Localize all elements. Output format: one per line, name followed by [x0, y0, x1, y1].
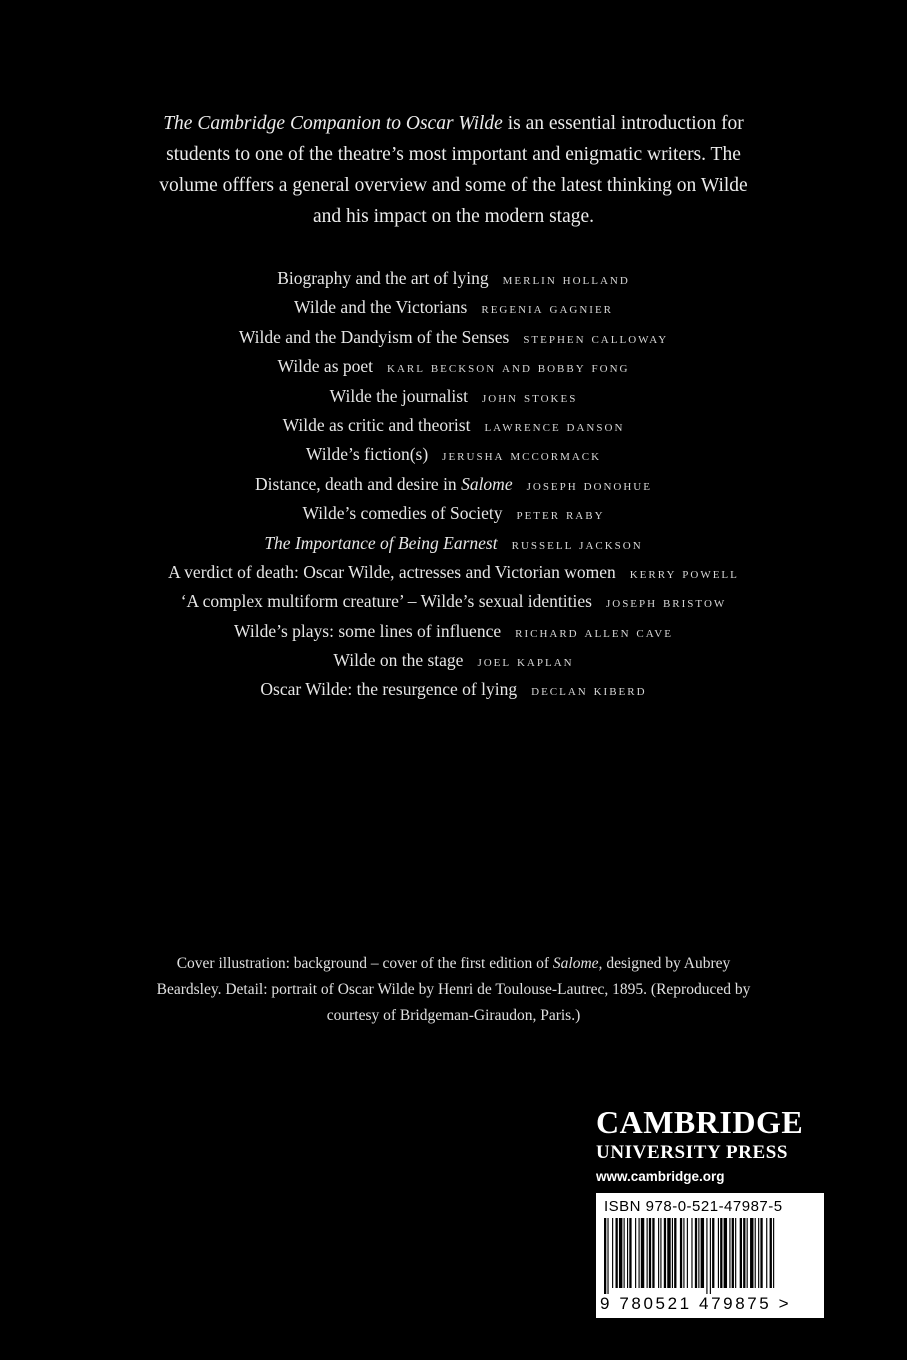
chapter-title: Wilde as critic and theorist	[282, 414, 471, 435]
contents-item	[0, 264, 907, 293]
chapter-author: jerusha mccormack	[442, 447, 602, 465]
barcode-bar	[639, 1218, 640, 1288]
barcode-bar	[660, 1218, 661, 1288]
barcode-bar	[674, 1218, 676, 1288]
barcode-bar	[766, 1218, 767, 1288]
publisher-subname: UNIVERSITY PRESS	[596, 1142, 789, 1163]
contents-item	[0, 558, 907, 587]
barcode-bar	[698, 1218, 699, 1288]
chapter-title-italic: The Importance of Being Earnest	[264, 532, 498, 553]
barcode-bar	[743, 1218, 745, 1288]
chapter-title-text: Distance, death and desire in	[255, 473, 462, 494]
chapter-author: regenia gagnier	[481, 300, 613, 318]
barcode-bar	[649, 1218, 651, 1288]
barcode-bar	[770, 1218, 772, 1288]
chapter-title: A verdict of death: Oscar Wilde, actresses and Victorian women	[168, 561, 616, 582]
contents-item	[0, 617, 907, 646]
barcode-bar	[672, 1218, 673, 1288]
contents-item	[0, 675, 907, 704]
chapter-author: stephen calloway	[523, 329, 669, 347]
barcode-bar	[607, 1218, 608, 1294]
contents-item	[0, 470, 907, 499]
barcode-bar	[758, 1218, 759, 1288]
barcode-bar	[701, 1218, 704, 1288]
isbn-label: ISBN 978-0-521-47987-5	[604, 1198, 783, 1215]
barcode-bar	[683, 1218, 684, 1288]
chapter-author: russell jackson	[511, 535, 643, 553]
barcode-bar	[773, 1218, 774, 1288]
chapter-title: Wilde’s comedies of Society	[302, 503, 503, 524]
contents-item	[0, 529, 907, 558]
contents-item	[0, 382, 907, 411]
barcode-bar	[740, 1218, 742, 1288]
chapter-title: ‘A complex multiform creature’ – Wilde’s sexual identities	[180, 591, 592, 612]
cover-illustration-caption	[150, 951, 757, 1029]
barcode-bar	[667, 1218, 670, 1288]
intro-text: is an essential introduction for students to one of the theatre’s most important and enigmatic writers. The volume offfers a general overview and some of the latest thinking on Wilde and his impact on the modern stage.	[159, 113, 748, 227]
barcode-bar	[612, 1218, 613, 1288]
contents-item	[0, 646, 907, 675]
contents-item	[0, 587, 907, 616]
barcode-bar	[750, 1218, 753, 1288]
publisher-name: CAMBRIDGE	[596, 1104, 804, 1140]
barcode-bar	[619, 1218, 622, 1288]
contents-item	[0, 352, 907, 381]
barcode-bar	[735, 1218, 736, 1288]
chapter-author: joseph bristow	[605, 594, 727, 612]
barcode-bar	[652, 1218, 654, 1288]
barcode-bar	[724, 1218, 727, 1288]
contents-list	[0, 264, 907, 705]
barcode-bar	[635, 1218, 636, 1288]
chapter-title: Wilde on the stage	[333, 650, 464, 671]
contents-item	[0, 440, 907, 469]
book-title-italic: The Cambridge Companion to Oscar Wilde	[163, 113, 503, 134]
chapter-author: merlin holland	[502, 271, 630, 288]
barcode-bar	[732, 1218, 734, 1288]
barcode-bar	[658, 1218, 659, 1288]
caption-italic: Salome,	[552, 955, 603, 972]
chapter-title: Oscar Wilde: the resurgence of lying	[260, 679, 518, 700]
chapter-title	[255, 474, 513, 494]
chapter-author: joseph donohue	[526, 476, 652, 494]
chapter-author: lawrence danson	[484, 417, 625, 435]
barcode-bar	[760, 1218, 762, 1288]
chapter-author: declan kiberd	[531, 682, 647, 700]
barcode-digits: 9 780521 479875 >	[600, 1294, 792, 1313]
intro-paragraph	[150, 108, 757, 232]
barcode-bar	[729, 1218, 730, 1288]
chapter-author: peter raby	[516, 506, 605, 524]
chapter-title	[264, 533, 497, 553]
caption-text: Cover illustration: background – cover of the first edition of	[176, 955, 553, 972]
barcode-bar	[710, 1218, 711, 1294]
barcode-bar	[718, 1218, 719, 1288]
chapter-author: joel kaplan	[477, 653, 574, 671]
barcode-bar	[647, 1218, 648, 1288]
barcode-bar	[691, 1218, 692, 1288]
publisher-url: www.cambridge.org	[596, 1169, 725, 1184]
contents-item	[0, 293, 907, 322]
barcode-bar	[695, 1218, 697, 1288]
barcode-bar	[624, 1218, 625, 1288]
chapter-title: Biography and the art of lying	[277, 268, 489, 288]
barcode-bar	[641, 1218, 644, 1288]
isbn-barcode	[596, 1193, 824, 1318]
chapter-title-italic: Salome	[461, 473, 513, 494]
caption-text: designed by Aubrey Beardsley. Detail: portrait of Oscar Wilde by Henri de Toulouse-Lautrec, 1895. (Reproduced by courtesy of Bridgeman-Giraudon, Paris.)	[156, 955, 751, 1024]
barcode-bar	[687, 1218, 688, 1288]
barcode-bar	[720, 1218, 722, 1288]
barcode-bar	[629, 1218, 631, 1288]
barcode-bar	[747, 1218, 748, 1288]
chapter-author: john stokes	[481, 388, 578, 406]
chapter-title: Wilde’s fiction(s)	[305, 444, 429, 465]
contents-item	[0, 323, 907, 352]
chapter-title: Wilde the journalist	[329, 385, 468, 406]
chapter-title: Wilde as poet	[277, 356, 374, 377]
contents-item	[0, 499, 907, 528]
contents-item	[0, 411, 907, 440]
barcode-bar	[712, 1218, 714, 1288]
barcode-bar	[680, 1218, 682, 1288]
chapter-title: Wilde and the Victorians	[294, 297, 468, 318]
chapter-title: Wilde’s plays: some lines of influence	[234, 620, 502, 641]
chapter-author: kerry powell	[629, 564, 739, 582]
chapter-author: richard allen cave	[515, 623, 673, 641]
barcode-bar	[627, 1218, 628, 1288]
barcode-bar	[706, 1218, 707, 1294]
chapter-title: Wilde and the Dandyism of the Senses	[238, 326, 510, 347]
barcode-bar	[755, 1218, 756, 1288]
barcode-bar	[616, 1218, 618, 1288]
barcode-bar	[604, 1218, 606, 1294]
barcode-bar	[664, 1218, 666, 1288]
publisher-logo	[596, 1104, 836, 1187]
chapter-author: karl beckson and bobby fong	[387, 359, 630, 377]
barcode-bars	[602, 1218, 818, 1294]
